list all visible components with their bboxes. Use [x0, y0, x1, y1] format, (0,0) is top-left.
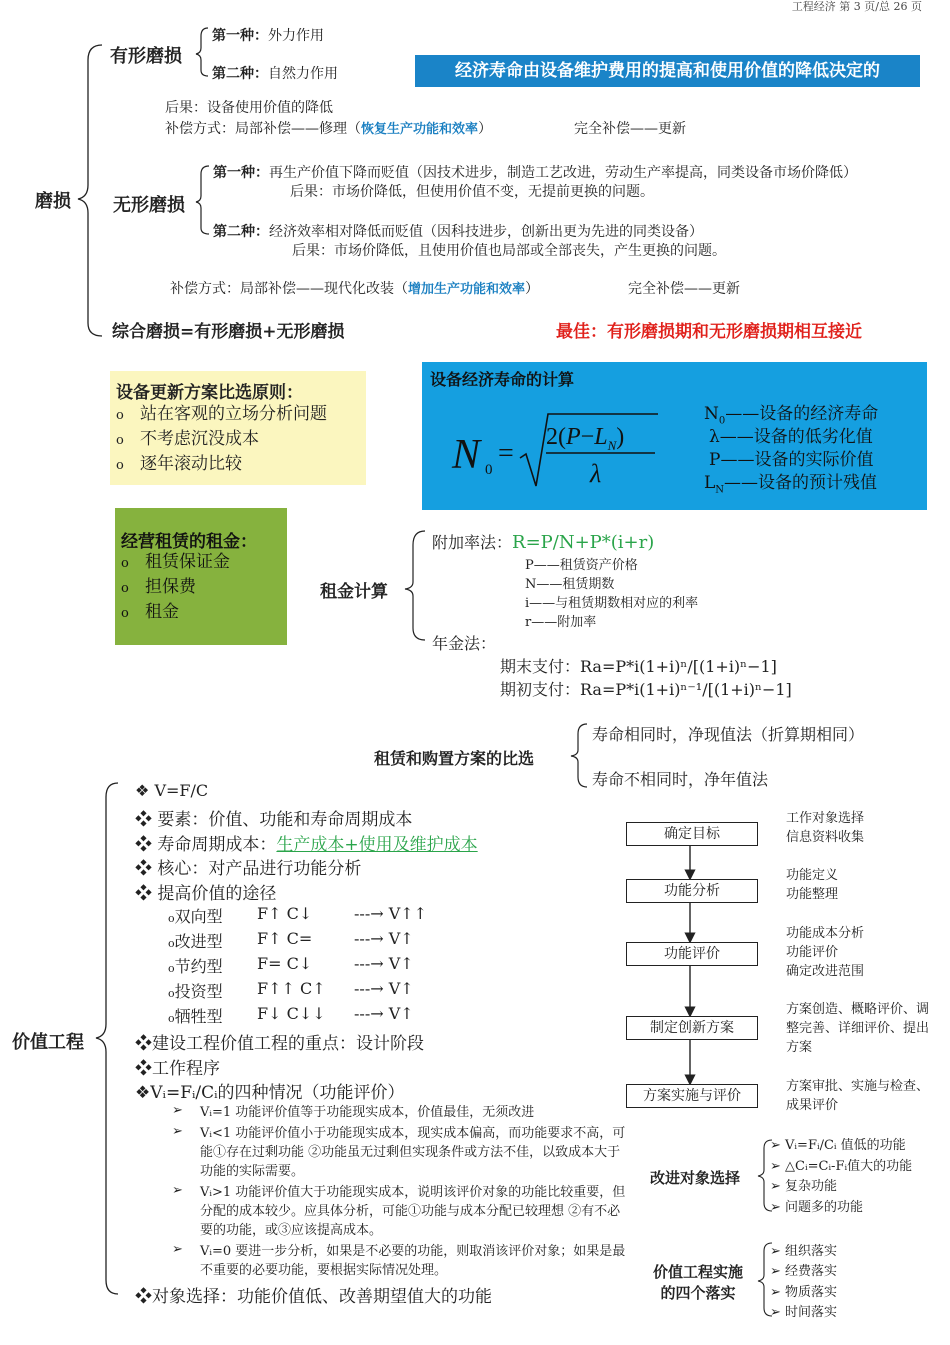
intangible-kind1: 第一种：再生产价值下降而贬值（因技术进步，制造工艺改进，劳动生产率提高，同类设备市场价降低）: [213, 165, 857, 181]
lease-rent-title: 经营租赁的租金：: [121, 532, 257, 552]
diamond-bullet-icon: ❖: [135, 884, 152, 904]
tangible-compensation: 补偿方式：局部补偿——修理（恢复生产功能和效率）: [165, 121, 493, 137]
life-legend-row: P——设备的实际价值: [709, 450, 874, 470]
arrow-bullet-icon: ➢: [770, 1200, 781, 1215]
svg-text:2(P−LN): $2(P-L_N)$: [546, 424, 625, 453]
lease-rent-item: o 租金: [121, 602, 180, 622]
value-way-row: o投资型 F↑↑ C↑ ---→ V↑: [168, 979, 414, 1001]
flow-step: 制定创新方案: [626, 1016, 758, 1040]
bullet-circle-icon: o: [168, 912, 175, 925]
value-way-row: o节约型 F= C↓ ---→ V↑: [168, 954, 414, 976]
bullet-circle-icon: o: [116, 408, 124, 423]
diamond-bullet-icon: ❖: [135, 1287, 152, 1307]
arrow-bullet-icon: ➢: [770, 1285, 781, 1300]
bullet-circle-icon: o: [121, 581, 129, 596]
bullet-circle-icon: o: [116, 458, 124, 473]
best-wear-note: 最佳：有形磨损期和无形磨损期相互接近: [556, 322, 862, 342]
improve-item: ➢ △Cᵢ=Cᵢ-Fᵢ值大的功能: [770, 1159, 913, 1174]
combined-wear: 综合磨损=有形磨损+无形磨损: [112, 322, 345, 342]
rent-calc-title: 租金计算: [320, 582, 388, 602]
tangible-kind1: 第一种：外力作用: [212, 28, 324, 44]
diamond-bullet-icon: ❖: [135, 810, 152, 830]
flow-step: 功能分析: [626, 879, 758, 903]
tangible-full-compensation: 完全补偿——更新: [574, 121, 686, 137]
arrow-bullet-icon: ➢: [770, 1159, 781, 1174]
begin-payment-formula: 期初支付：Ra=P*i(1+i)ⁿ⁻¹/[(1+i)ⁿ−1]: [500, 680, 792, 699]
implement-item: ➢ 物质落实: [770, 1285, 838, 1300]
implement-item: ➢ 时间落实: [770, 1305, 838, 1320]
intangible-compensation: 补偿方式：局部补偿——现代化改装（增加生产功能和效率）: [170, 281, 540, 297]
add-rate-method: 附加率法：R=P/N+P*(i+r): [432, 532, 655, 553]
arrow-bullet-icon: ➢: [172, 1183, 183, 1198]
arrow-bullet-icon: ➢: [172, 1242, 183, 1257]
svg-text:λ: λ: [590, 459, 602, 488]
flow-step: 确定目标: [626, 822, 758, 846]
ve-root-label: 价值工程: [12, 1032, 84, 1053]
diamond-bullet-icon: ❖: [135, 835, 152, 855]
diamond-bullet-icon: ❖: [135, 1059, 152, 1079]
ve-line: ❖对象选择：功能价值低、改善期望值大的功能: [135, 1287, 492, 1307]
flow-note: 功能成本分析 功能评价 确定改进范围: [786, 926, 865, 979]
implement-title: 价值工程实施的四个落实: [652, 1263, 743, 1302]
arrow-bullet-icon: ➢: [770, 1264, 781, 1279]
diff-life-method: 寿命不相同时，净年值法: [592, 770, 769, 789]
improve-item: ➢ 复杂功能: [770, 1179, 838, 1194]
economic-life-banner: 经济寿命由设备维护费用的提高和使用价值的降低决定的: [415, 55, 920, 87]
arrow-bullet-icon: ➢: [172, 1124, 183, 1139]
intangible-kind1-result: 后果：市场价降低，但使用价值不变，无提前更换的问题。: [290, 184, 654, 200]
tangible-kind2: 第二种：自然力作用: [212, 66, 338, 82]
tangible-result: 后果：设备使用价值的降低: [165, 100, 333, 116]
arrow-bullet-icon: ➢: [770, 1138, 781, 1153]
rent-var: i——与租赁期数相对应的利率: [525, 596, 699, 611]
bullet-circle-icon: o: [168, 987, 175, 1000]
renewal-title: 设备更新方案比选原则：: [116, 383, 303, 403]
arrow-bullet-icon: ➢: [770, 1305, 781, 1320]
lease-rent-item: o 租赁保证金: [121, 552, 231, 572]
arrow-bullet-icon: ➢: [770, 1179, 781, 1194]
ve-line: ❖ V=F/C: [135, 781, 209, 800]
renewal-item: o 站在客观的立场分析问题: [116, 404, 328, 424]
vi-case: Vᵢ>1 功能评价值大于功能现实成本，说明该评价对象的功能比较重要，但分配的成本较少。应具体分析，可能①功能与成本分配已较理想 ②有不必要的功能，或③应该提高成本。: [200, 1185, 626, 1238]
implement-item: ➢ 组织落实: [770, 1244, 838, 1259]
vi-case: Vᵢ=1 功能评价值等于功能现实成本，价值最佳，无须改进: [200, 1105, 535, 1120]
ve-line: ❖Vᵢ=Fᵢ/Cᵢ的四种情况（功能评价）: [135, 1083, 405, 1103]
lease-purchase-title: 租赁和购置方案的比选: [374, 749, 535, 768]
wear-root-label: 磨损: [35, 191, 71, 212]
improve-item: ➢ Vᵢ=Fᵢ/Cᵢ 值低的功能: [770, 1138, 906, 1153]
renewal-item: o 不考虑沉没成本: [116, 429, 260, 449]
diamond-bullet-icon: ❖: [135, 859, 152, 879]
ve-line: ❖建设工程价值工程的重点：设计阶段: [135, 1034, 424, 1054]
intangible-kind2: 第二种：经济效率相对降低而贬值（因科技进步，创新出更为先进的同类设备）: [213, 224, 703, 240]
ve-line: ❖ 提高价值的途径: [135, 884, 277, 904]
diamond-bullet-icon: ❖: [135, 1083, 151, 1103]
diamond-bullet-icon: ❖: [135, 1034, 152, 1054]
bullet-circle-icon: o: [121, 606, 129, 621]
economic-life-title: 设备经济寿命的计算: [430, 370, 575, 389]
bullet-circle-icon: o: [168, 1012, 175, 1025]
renewal-item: o 逐年滚动比较: [116, 454, 243, 474]
improve-title: 改进对象选择: [650, 1169, 741, 1187]
end-payment-formula: 期末支付：Ra=P*i(1+i)ⁿ/[(1+i)ⁿ−1]: [500, 657, 777, 676]
value-way-row: o牺牲型 F↓ C↓↓ ---→ V↑: [168, 1004, 414, 1026]
improve-item: ➢ 问题多的功能: [770, 1200, 864, 1215]
life-legend-row: $L_N——$设备的预计残值: [704, 473, 878, 496]
flow-step: 方案实施与评价: [626, 1084, 758, 1108]
ve-line: ❖ 寿命周期成本：生产成本+使用及维护成本: [135, 835, 478, 855]
svg-text:0: 0: [485, 462, 493, 478]
implement-item: ➢ 经费落实: [770, 1264, 838, 1279]
svg-text:N: N: [452, 432, 481, 478]
arrow-bullet-icon: ➢: [172, 1103, 183, 1118]
flow-note: 工作对象选择 信息资料收集: [786, 811, 865, 845]
ve-line: ❖工作程序: [135, 1059, 220, 1079]
value-way-row: o双向型 F↑ C↓ ---→ V↑↑: [168, 904, 428, 926]
intangible-wear-title: 无形磨损: [113, 195, 185, 216]
flow-note: 方案创造、概略评价、调整完善、详细评价、提出方案: [786, 1002, 930, 1055]
page-header: 工程经济 第 3 页/总 26 页: [791, 0, 922, 13]
intangible-full-compensation: 完全补偿——更新: [628, 281, 740, 297]
rent-var: P——租赁资产价格: [525, 558, 638, 573]
flow-note: 功能定义 功能整理: [786, 868, 839, 902]
bullet-circle-icon: o: [168, 962, 175, 975]
flow-note: 方案审批、实施与检查、成果评价: [786, 1079, 930, 1113]
rent-var: N——租赁期数: [525, 577, 615, 592]
diamond-bullet-icon: ❖: [135, 781, 150, 800]
vi-case: Vᵢ=0 要进一步分析，如果是不必要的功能，则取消该评价对象；如果是最不重要的必要功能，要根据实际情况处理。: [200, 1244, 626, 1278]
bullet-circle-icon: o: [116, 433, 124, 448]
flow-step: 功能评价: [626, 942, 758, 966]
ve-line: ❖ 核心：对产品进行功能分析: [135, 859, 362, 879]
intangible-kind2-result: 后果：市场价降低，且使用价值也局部或全部丧失，产生更换的问题。: [292, 243, 726, 259]
lease-rent-item: o 担保费: [121, 577, 197, 597]
vi-case: Vᵢ<1 功能评价值小于功能现实成本，现实成本偏高，而功能要求不高，可能①存在过剩功能 ②功能虽无过剩但实现条件或方法不佳，以致成本大于功能的实际需要。: [200, 1126, 626, 1179]
tangible-wear-title: 有形磨损: [110, 46, 182, 67]
life-legend-row: $N_0——$设备的经济寿命: [704, 404, 879, 427]
annuity-method-label: 年金法：: [432, 634, 497, 653]
same-life-method: 寿命相同时，净现值法（折算期相同）: [592, 725, 865, 744]
arrow-bullet-icon: ➢: [770, 1244, 781, 1259]
bullet-circle-icon: o: [121, 556, 129, 571]
life-legend-row: λ——设备的低劣化值: [709, 427, 873, 447]
ve-line: ❖ 要素：价值、功能和寿命周期成本: [135, 810, 413, 830]
bullet-circle-icon: o: [168, 937, 175, 950]
rent-var: r——附加率: [525, 615, 597, 630]
value-way-row: o改进型 F↑ C= ---→ V↑: [168, 929, 414, 951]
svg-text:=: =: [498, 438, 514, 469]
